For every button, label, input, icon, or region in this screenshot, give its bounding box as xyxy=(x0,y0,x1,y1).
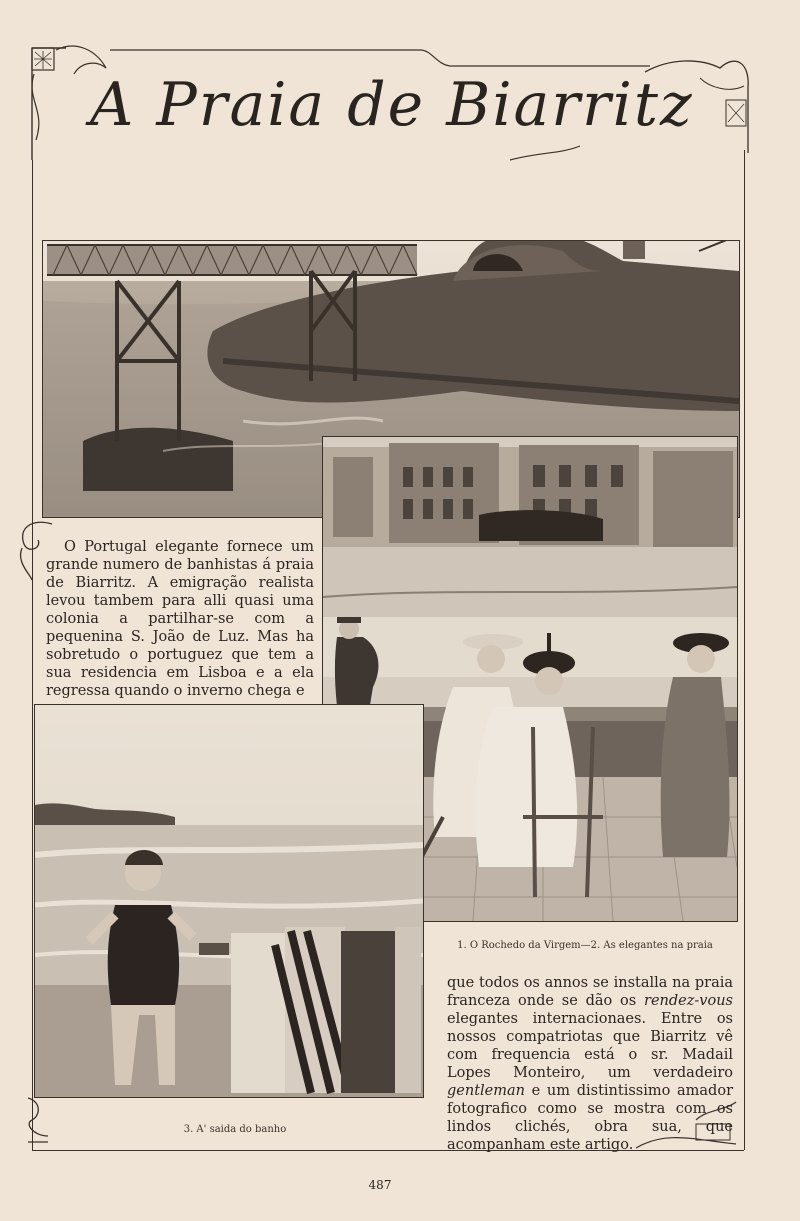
caption-photos-1-2: 1. O Rochedo da Virgem—2. As elegantes na praia xyxy=(457,940,713,951)
corner-ornament-bottom-left xyxy=(20,1096,60,1152)
page-title: A Praia de Biarritz xyxy=(90,70,694,140)
frame-line-left xyxy=(32,160,33,1150)
frame-line-right xyxy=(744,150,745,1150)
caption-photo-3: 3. A' saida do banho xyxy=(183,1124,287,1135)
continuation-part-3: e um distintissimo amador fotografico como se mostra com os lindos clichés, obra sua, que acompanham este artigo. xyxy=(447,1083,733,1153)
continuation-rendez-vous: rendez-vous xyxy=(644,993,733,1009)
photo-saida-do-banho xyxy=(34,704,424,1098)
continuation-paragraph xyxy=(447,974,733,1154)
continuation-gentleman: gentleman xyxy=(447,1083,525,1099)
intro-paragraph: O Portugal elegante fornece um grande numero de banhistas á praia de Biarritz. A emigração realista levou tambem para alli quasi uma colonia a partilhar-se com a pequenina S. João de Luz. Mas ha sobretudo o portuguez que tem a sua residencia em Lisboa e a ela regressa quando o inverno chega e xyxy=(46,539,314,699)
page-number: 487 xyxy=(368,1178,392,1192)
continuation-part-1: que todos os annos se installa na praia franceza onde se dão os xyxy=(447,975,733,1009)
continuation-part-2: elegantes internacionaes. Entre os nossos compatriotas que Biarritz vê com frequencia está o sr. Madail Lopes Monteiro, um verdadeiro xyxy=(447,1011,733,1081)
